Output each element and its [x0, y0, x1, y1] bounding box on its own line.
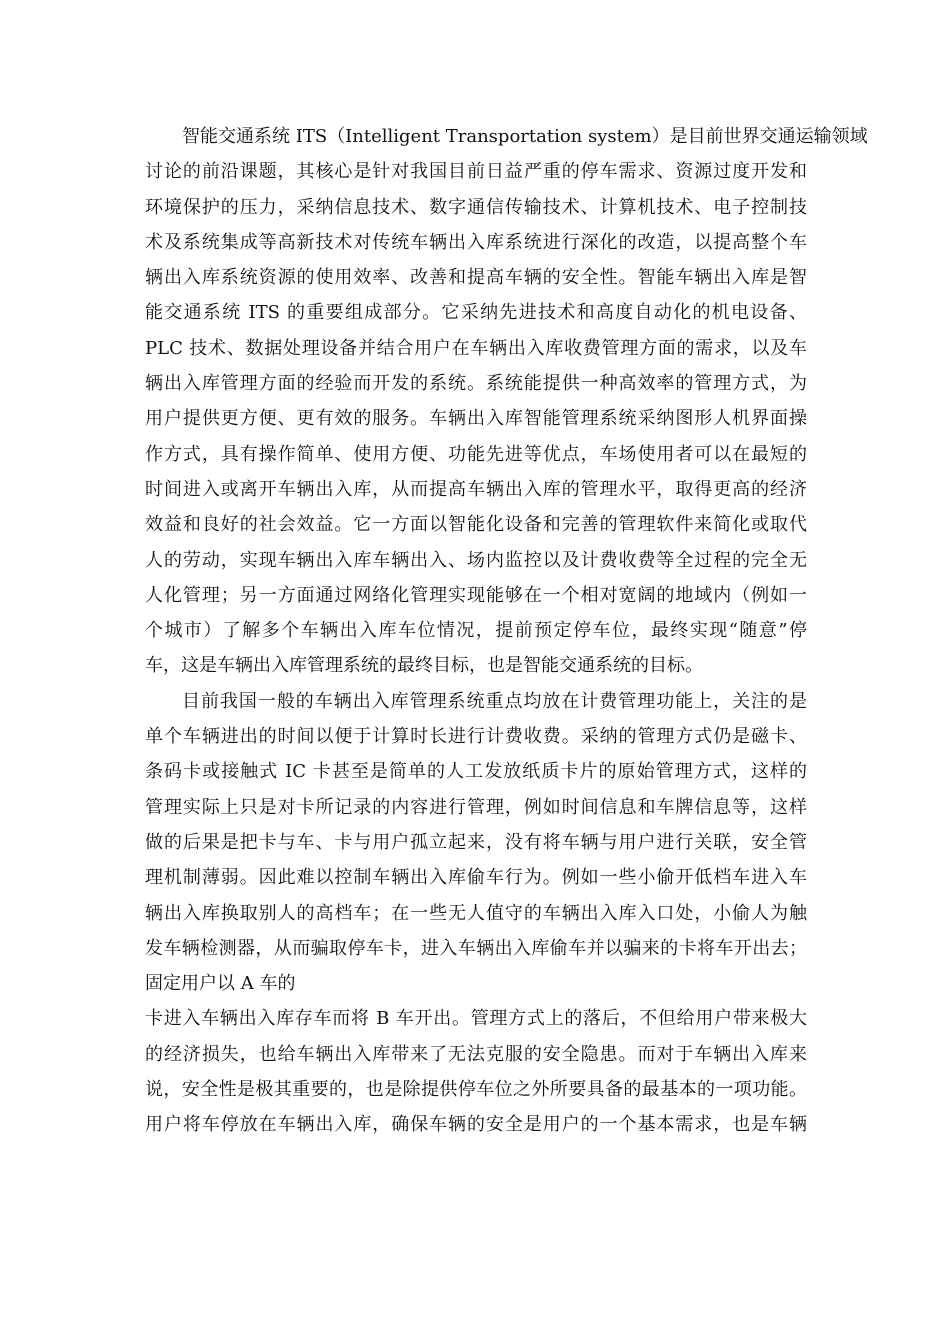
text-line-1: 智能交通系统 ITS（Intelligent Transportation system）是目前世界交通运输领域 [182, 126, 868, 147]
text-line-22: 理机制薄弱。因此难以控制车辆出入库偷车行为。例如一些小偷开低档车进入车 [145, 867, 807, 889]
text-line-7: PLC 技术、数据处理设备并结合用户在车辆出入库收费管理方面的需求，以及车 [145, 337, 807, 359]
text-line-19: 条码卡或接触式 IC 卡甚至是简单的人工发放纸质卡片的原始管理方式，这样的 [145, 761, 807, 783]
text-line-24: 发车辆检测器，从而骗取停车卡，进入车辆出入库偷车并以骗来的卡将车开出去； [145, 937, 807, 959]
text-line-4: 术及系统集成等高新技术对传统车辆出入库系统进行深化的改造，以提高整个车 [145, 231, 807, 253]
text-line-3: 环境保护的压力，采纳信息技术、数字通信传输技术、计算机技术、电子控制技 [145, 196, 807, 218]
document-page [145, 119, 868, 1143]
text-line-10: 作方式，具有操作简单、使用方便、功能先进等优点，车场使用者可以在最短的 [145, 443, 807, 465]
text-line-9: 用户提供更方便、更有效的服务。车辆出入库智能管理系统采纳图形人机界面操 [145, 408, 807, 430]
text-line-13: 人的劳动，实现车辆出入库车辆出入、场内监控以及计费收费等全过程的完全无 [145, 549, 807, 571]
text-line-12: 效益和良好的社会效益。它一方面以智能化设备和完善的管理软件来简化或取代 [145, 514, 807, 536]
text-line-27: 的经济损失，也给车辆出入库带来了无法克服的安全隐患。而对于车辆出入库来 [145, 1043, 807, 1065]
text-line-20: 管理实际上只是对卡所记录的内容进行管理，例如时间信息和车牌信息等，这样 [145, 796, 807, 818]
text-line-11: 时间进入或离开车辆出入库，从而提高车辆出入库的管理水平，取得更高的经济 [145, 478, 807, 500]
text-line-14: 人化管理；另一方面通过网络化管理实现能够在一个相对宽阔的地域内（例如一 [145, 584, 807, 606]
text-line-16: 车，这是车辆出入库管理系统的最终目标，也是智能交通系统的目标。 [145, 655, 703, 677]
text-line-23: 辆出入库换取别人的高档车；在一些无人值守的车辆出入库入口处，小偷人为触 [145, 902, 807, 924]
text-line-29: 用户将车停放在车辆出入库，确保车辆的安全是用户的一个基本需求，也是车辆 [145, 1114, 807, 1136]
text-line-15: 个城市）了解多个车辆出入库车位情况，提前预定停车位，最终实现“随意”停 [145, 620, 807, 642]
text-line-2: 讨论的前沿课题，其核心是针对我国目前日益严重的停车需求、资源过度开发和 [145, 161, 807, 183]
text-line-18: 单个车辆进出的时间以便于计算时长进行计费收费。采纳的管理方式仍是磁卡、 [145, 726, 807, 748]
text-line-8: 辆出入库管理方面的经验而开发的系统。系统能提供一种高效率的管理方式，为 [145, 373, 807, 395]
text-line-17: 目前我国一般的车辆出入库管理系统重点均放在计费管理功能上，关注的是 [182, 690, 807, 712]
text-line-21: 做的后果是把卡与车、卡与用户孤立起来，没有将车辆与用户进行关联，安全管 [145, 831, 807, 853]
text-line-26: 卡进入车辆出入库存车而将 B 车开出。管理方式上的落后，不但给用户带来极大 [145, 1008, 807, 1030]
text-line-28: 说，安全性是极其重要的，也是除提供停车位之外所要具备的最基本的一项功能。 [145, 1079, 807, 1101]
text-line-25: 固定用户以 A 车的 [145, 973, 296, 995]
text-line-5: 辆出入库系统资源的使用效率、改善和提高车辆的安全性。智能车辆出入库是智 [145, 267, 807, 289]
text-line-6: 能交通系统 ITS 的重要组成部分。它采纳先进技术和高度自动化的机电设备、 [145, 302, 807, 324]
